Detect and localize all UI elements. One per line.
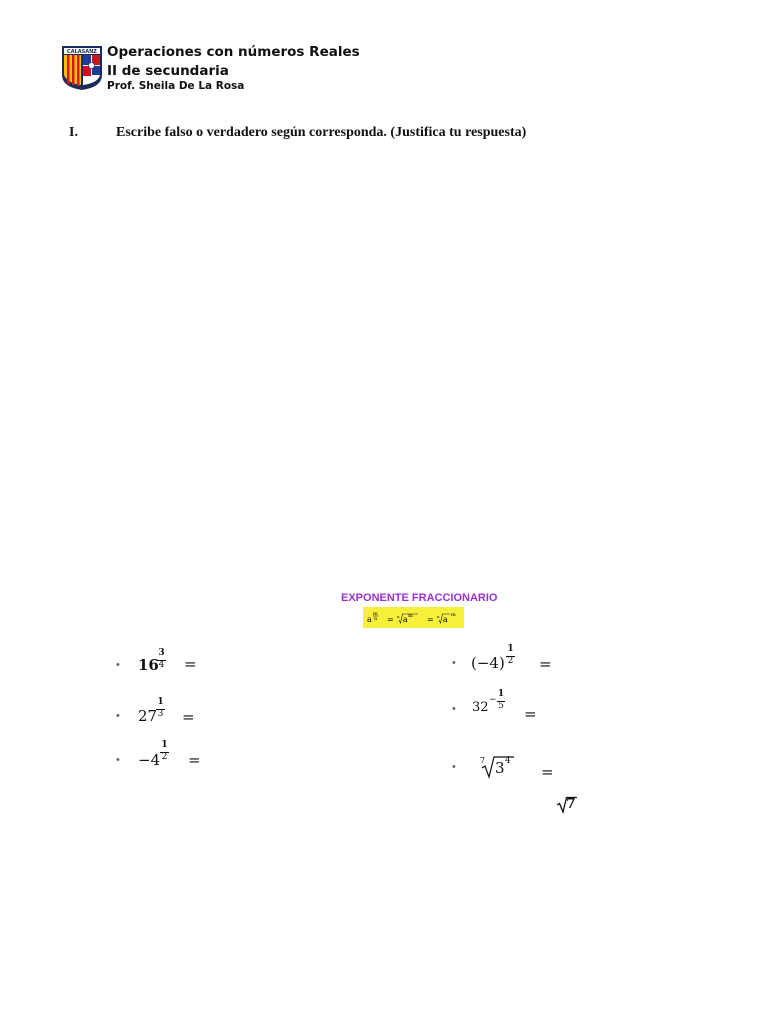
bullet: • [116,754,120,766]
equals-sign: = [182,708,195,726]
root-index: 7 [480,756,486,765]
bullet: • [452,657,456,669]
exponent-denominator: 2 [161,752,168,762]
document-subtitle: II de secundaria [107,63,229,79]
svg-text:n: n [437,614,440,619]
exercise-base: 32 [472,700,489,715]
equals-sign: = [539,655,552,673]
exponent-numerator: 1 [497,689,505,699]
exercise-base: −4 [138,751,161,769]
exercise-base: (−4) [471,654,505,672]
svg-text:n: n [374,616,378,622]
svg-text:m: m [373,611,378,617]
exponent-denominator: 3 [157,709,164,719]
svg-text:a: a [443,615,448,624]
equals-sign: = [524,705,537,723]
exponent-denominator: 2 [507,656,514,666]
bullet: • [452,703,456,715]
fractional-exponent-formula [363,607,464,628]
radicand: 7 [566,796,576,812]
exponent-denominator: 5 [498,701,504,711]
svg-text:=: = [427,615,434,624]
exponent-numerator: 3 [158,648,165,658]
bullet: • [116,659,120,671]
equals-sign: = [188,751,201,769]
bullet: • [116,710,120,722]
svg-text:=: = [387,615,394,624]
exercise-base: 27 [138,707,158,725]
teacher-name: Prof. Sheila De La Rosa [107,80,245,92]
exponent-numerator: 1 [161,740,168,750]
formula-title: EXPONENTE FRACCIONARIO [341,592,498,604]
radicand-exponent: 4 [505,756,511,766]
radicand-base: 3 [495,759,505,777]
equals-sign: = [541,763,554,781]
svg-text:a: a [367,615,372,624]
exponent-denominator: 4 [158,660,165,670]
exponent-sign: − [489,695,497,705]
exercise-base: 16 [138,656,159,674]
svg-text:m: m [451,612,456,618]
document-title: Operaciones con números Reales [107,44,360,60]
exponent-numerator: 1 [507,644,514,654]
section-number: I. [69,125,78,140]
bullet: • [452,761,456,773]
svg-text:n: n [397,614,400,619]
section-instruction: Escribe falso o verdadero según corresponda. (Justifica tu respuesta) [116,125,527,140]
school-logo [61,45,103,91]
svg-text:a: a [403,615,408,624]
svg-text:m: m [408,613,413,619]
exponent-numerator: 1 [157,697,164,707]
logo-text: CALASANZ [67,49,97,55]
equals-sign: = [184,655,197,673]
